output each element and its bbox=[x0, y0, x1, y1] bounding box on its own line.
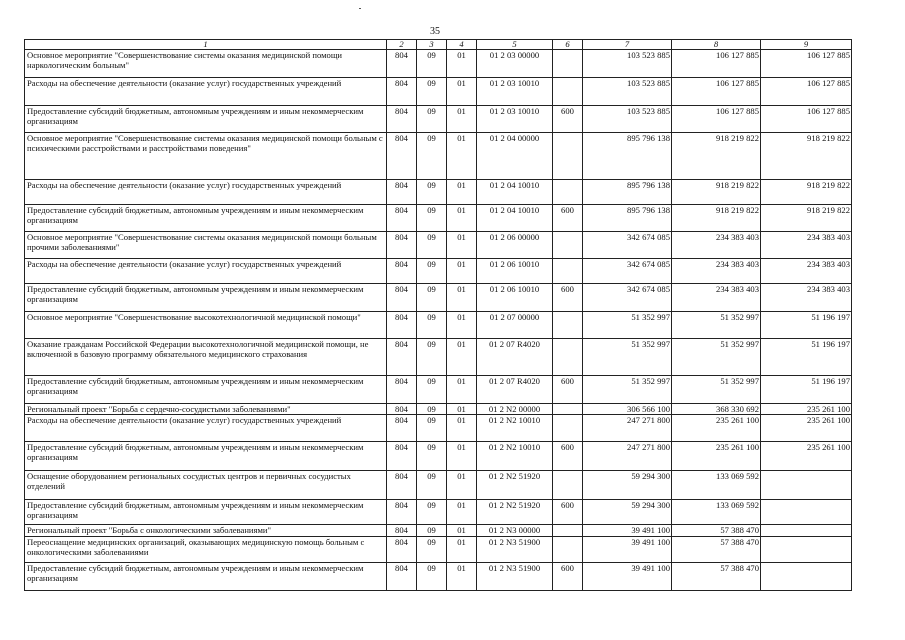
cell-expense-type bbox=[553, 471, 583, 500]
cell-amount-year1: 103 523 885 bbox=[583, 106, 672, 133]
cell-amount-year1: 103 523 885 bbox=[583, 50, 672, 78]
cell-ministry: 804 bbox=[387, 312, 417, 339]
cell-amount-year1: 342 674 085 bbox=[583, 284, 672, 312]
cell-amount-year2: 234 383 403 bbox=[672, 232, 761, 259]
cell-target-article: 01 2 07 R4020 bbox=[477, 376, 553, 404]
cell-section: 09 bbox=[417, 133, 447, 180]
column-header: 1 bbox=[25, 40, 387, 50]
cell-amount-year2: 57 388 470 bbox=[672, 525, 761, 537]
cell-section: 09 bbox=[417, 537, 447, 563]
cell-subsection: 01 bbox=[447, 537, 477, 563]
cell-amount-year3: 234 383 403 bbox=[761, 232, 852, 259]
table-row bbox=[25, 471, 852, 500]
cell-section: 09 bbox=[417, 78, 447, 106]
cell-expense-type bbox=[553, 180, 583, 205]
table-row bbox=[25, 563, 852, 591]
table-row bbox=[25, 312, 852, 339]
cell-amount-year1: 103 523 885 bbox=[583, 78, 672, 106]
cell-amount-year3 bbox=[761, 537, 852, 563]
cell-expense-type bbox=[553, 404, 583, 415]
cell-amount-year2: 51 352 997 bbox=[672, 339, 761, 376]
cell-amount-year3 bbox=[761, 563, 852, 591]
table-row bbox=[25, 525, 852, 537]
cell-amount-year2: 57 388 470 bbox=[672, 537, 761, 563]
cell-ministry: 804 bbox=[387, 525, 417, 537]
cell-name: Основное мероприятие "Совершенствование системы оказания медицинской помощи наркологическим больным" bbox=[25, 50, 387, 78]
cell-ministry: 804 bbox=[387, 78, 417, 106]
cell-amount-year2: 234 383 403 bbox=[672, 284, 761, 312]
cell-section: 09 bbox=[417, 442, 447, 471]
cell-name: Региональный проект "Борьба с онкологическими заболеваниями" bbox=[25, 525, 387, 537]
cell-amount-year2: 57 388 470 bbox=[672, 563, 761, 591]
cell-subsection: 01 bbox=[447, 205, 477, 232]
cell-section: 09 bbox=[417, 415, 447, 442]
cell-amount-year3 bbox=[761, 500, 852, 525]
cell-amount-year3: 235 261 100 bbox=[761, 442, 852, 471]
column-header: 9 bbox=[761, 40, 852, 50]
cell-section: 09 bbox=[417, 312, 447, 339]
cell-target-article: 01 2 07 R4020 bbox=[477, 339, 553, 376]
table-row bbox=[25, 50, 852, 78]
cell-section: 09 bbox=[417, 339, 447, 376]
cell-section: 09 bbox=[417, 259, 447, 284]
cell-target-article: 01 2 03 10010 bbox=[477, 78, 553, 106]
cell-amount-year2: 106 127 885 bbox=[672, 106, 761, 133]
table-row bbox=[25, 133, 852, 180]
cell-amount-year3: 918 219 822 bbox=[761, 133, 852, 180]
cell-expense-type bbox=[553, 50, 583, 78]
cell-amount-year3 bbox=[761, 525, 852, 537]
cell-amount-year1: 39 491 100 bbox=[583, 537, 672, 563]
cell-expense-type: 600 bbox=[553, 442, 583, 471]
cell-subsection: 01 bbox=[447, 50, 477, 78]
cell-amount-year2: 918 219 822 bbox=[672, 180, 761, 205]
cell-amount-year1: 59 294 300 bbox=[583, 500, 672, 525]
cell-ministry: 804 bbox=[387, 500, 417, 525]
cell-section: 09 bbox=[417, 232, 447, 259]
cell-name: Оказание гражданам Российской Федерации высокотехнологичной медицинской помощи, не включенной в базовую программу обязательного медицинского страхования bbox=[25, 339, 387, 376]
cell-name: Расходы на обеспечение деятельности (оказание услуг) государственных учреждений bbox=[25, 180, 387, 205]
cell-amount-year2: 106 127 885 bbox=[672, 78, 761, 106]
cell-target-article: 01 2 04 10010 bbox=[477, 205, 553, 232]
table-row bbox=[25, 205, 852, 232]
cell-subsection: 01 bbox=[447, 232, 477, 259]
cell-amount-year3: 51 196 197 bbox=[761, 339, 852, 376]
cell-amount-year1: 51 352 997 bbox=[583, 339, 672, 376]
cell-subsection: 01 bbox=[447, 180, 477, 205]
cell-name: Предоставление субсидий бюджетным, автономным учреждениям и иным некоммерческим организациям bbox=[25, 500, 387, 525]
cell-section: 09 bbox=[417, 50, 447, 78]
cell-amount-year2: 918 219 822 bbox=[672, 205, 761, 232]
cell-target-article: 01 2 N3 51900 bbox=[477, 563, 553, 591]
cell-section: 09 bbox=[417, 205, 447, 232]
cell-amount-year1: 59 294 300 bbox=[583, 471, 672, 500]
cell-target-article: 01 2 N3 51900 bbox=[477, 537, 553, 563]
cell-subsection: 01 bbox=[447, 339, 477, 376]
cell-expense-type: 600 bbox=[553, 563, 583, 591]
cell-amount-year2: 368 330 692 bbox=[672, 404, 761, 415]
cell-amount-year1: 895 796 138 bbox=[583, 205, 672, 232]
cell-ministry: 804 bbox=[387, 180, 417, 205]
cell-target-article: 01 2 N2 51920 bbox=[477, 471, 553, 500]
cell-amount-year3: 106 127 885 bbox=[761, 50, 852, 78]
cell-ministry: 804 bbox=[387, 442, 417, 471]
cell-ministry: 804 bbox=[387, 376, 417, 404]
table-row bbox=[25, 284, 852, 312]
cell-name: Предоставление субсидий бюджетным, автономным учреждениям и иным некоммерческим организациям bbox=[25, 205, 387, 232]
cell-expense-type bbox=[553, 339, 583, 376]
cell-subsection: 01 bbox=[447, 78, 477, 106]
cell-expense-type bbox=[553, 232, 583, 259]
cell-target-article: 01 2 04 10010 bbox=[477, 180, 553, 205]
cell-ministry: 804 bbox=[387, 106, 417, 133]
cell-name: Предоставление субсидий бюджетным, автономным учреждениям и иным некоммерческим организациям bbox=[25, 563, 387, 591]
column-header: 3 bbox=[417, 40, 447, 50]
cell-amount-year1: 342 674 085 bbox=[583, 232, 672, 259]
cell-subsection: 01 bbox=[447, 563, 477, 591]
cell-name: Основное мероприятие "Совершенствование системы оказания медицинской помощи больным прочими заболеваниями" bbox=[25, 232, 387, 259]
cell-ministry: 804 bbox=[387, 339, 417, 376]
cell-section: 09 bbox=[417, 525, 447, 537]
cell-amount-year3: 51 196 197 bbox=[761, 312, 852, 339]
cell-amount-year3: 918 219 822 bbox=[761, 205, 852, 232]
cell-amount-year2: 133 069 592 bbox=[672, 471, 761, 500]
cell-amount-year1: 39 491 100 bbox=[583, 563, 672, 591]
cell-amount-year2: 235 261 100 bbox=[672, 442, 761, 471]
cell-target-article: 01 2 N2 10010 bbox=[477, 415, 553, 442]
table-row bbox=[25, 339, 852, 376]
scan-speck bbox=[359, 8, 361, 9]
cell-amount-year1: 39 491 100 bbox=[583, 525, 672, 537]
cell-target-article: 01 2 N2 10010 bbox=[477, 442, 553, 471]
table-row bbox=[25, 376, 852, 404]
cell-subsection: 01 bbox=[447, 471, 477, 500]
cell-name: Предоставление субсидий бюджетным, автономным учреждениям и иным некоммерческим организациям bbox=[25, 284, 387, 312]
cell-subsection: 01 bbox=[447, 500, 477, 525]
cell-expense-type bbox=[553, 537, 583, 563]
cell-name: Расходы на обеспечение деятельности (оказание услуг) государственных учреждений bbox=[25, 259, 387, 284]
cell-section: 09 bbox=[417, 376, 447, 404]
cell-amount-year2: 918 219 822 bbox=[672, 133, 761, 180]
cell-name: Предоставление субсидий бюджетным, автономным учреждениям и иным некоммерческим организациям bbox=[25, 106, 387, 133]
cell-section: 09 bbox=[417, 180, 447, 205]
cell-ministry: 804 bbox=[387, 404, 417, 415]
page-number: 35 bbox=[430, 26, 440, 37]
cell-amount-year2: 51 352 997 bbox=[672, 376, 761, 404]
cell-amount-year2: 106 127 885 bbox=[672, 50, 761, 78]
cell-ministry: 804 bbox=[387, 133, 417, 180]
cell-ministry: 804 bbox=[387, 232, 417, 259]
cell-subsection: 01 bbox=[447, 259, 477, 284]
cell-name: Переоснащение медицинских организаций, оказывающих медицинскую помощь больным с онкологическими заболеваниями bbox=[25, 537, 387, 563]
cell-ministry: 804 bbox=[387, 563, 417, 591]
column-header: 6 bbox=[553, 40, 583, 50]
cell-target-article: 01 2 06 10010 bbox=[477, 284, 553, 312]
cell-amount-year3: 106 127 885 bbox=[761, 78, 852, 106]
table-row bbox=[25, 180, 852, 205]
cell-amount-year1: 895 796 138 bbox=[583, 180, 672, 205]
cell-amount-year2: 235 261 100 bbox=[672, 415, 761, 442]
table-row bbox=[25, 106, 852, 133]
cell-expense-type: 600 bbox=[553, 500, 583, 525]
cell-ministry: 804 bbox=[387, 205, 417, 232]
cell-subsection: 01 bbox=[447, 312, 477, 339]
cell-expense-type bbox=[553, 415, 583, 442]
cell-target-article: 01 2 07 00000 bbox=[477, 312, 553, 339]
cell-name: Расходы на обеспечение деятельности (оказание услуг) государственных учреждений bbox=[25, 415, 387, 442]
cell-target-article: 01 2 06 10010 bbox=[477, 259, 553, 284]
cell-section: 09 bbox=[417, 284, 447, 312]
cell-name: Оснащение оборудованием региональных сосудистых центров и первичных сосудистых отделений bbox=[25, 471, 387, 500]
cell-ministry: 804 bbox=[387, 259, 417, 284]
cell-expense-type: 600 bbox=[553, 106, 583, 133]
cell-expense-type: 600 bbox=[553, 376, 583, 404]
cell-amount-year1: 895 796 138 bbox=[583, 133, 672, 180]
cell-ministry: 804 bbox=[387, 284, 417, 312]
cell-amount-year1: 51 352 997 bbox=[583, 376, 672, 404]
cell-expense-type bbox=[553, 312, 583, 339]
cell-amount-year2: 133 069 592 bbox=[672, 500, 761, 525]
column-header: 4 bbox=[447, 40, 477, 50]
cell-amount-year3: 106 127 885 bbox=[761, 106, 852, 133]
cell-subsection: 01 bbox=[447, 284, 477, 312]
cell-amount-year3: 235 261 100 bbox=[761, 404, 852, 415]
cell-subsection: 01 bbox=[447, 404, 477, 415]
table-row bbox=[25, 415, 852, 442]
cell-amount-year1: 51 352 997 bbox=[583, 312, 672, 339]
cell-amount-year3: 234 383 403 bbox=[761, 259, 852, 284]
cell-amount-year1: 342 674 085 bbox=[583, 259, 672, 284]
cell-subsection: 01 bbox=[447, 525, 477, 537]
cell-expense-type: 600 bbox=[553, 205, 583, 232]
cell-amount-year3: 234 383 403 bbox=[761, 284, 852, 312]
cell-ministry: 804 bbox=[387, 415, 417, 442]
cell-target-article: 01 2 N2 00000 bbox=[477, 404, 553, 415]
cell-target-article: 01 2 N3 00000 bbox=[477, 525, 553, 537]
table-row bbox=[25, 232, 852, 259]
cell-amount-year2: 51 352 997 bbox=[672, 312, 761, 339]
cell-section: 09 bbox=[417, 563, 447, 591]
table-row bbox=[25, 78, 852, 106]
table-row bbox=[25, 259, 852, 284]
table-row bbox=[25, 442, 852, 471]
cell-target-article: 01 2 N2 51920 bbox=[477, 500, 553, 525]
cell-subsection: 01 bbox=[447, 442, 477, 471]
table-row bbox=[25, 404, 852, 415]
cell-section: 09 bbox=[417, 404, 447, 415]
cell-name: Основное мероприятие "Совершенствование высокотехнологичной медицинской помощи" bbox=[25, 312, 387, 339]
table-row bbox=[25, 537, 852, 563]
cell-expense-type bbox=[553, 525, 583, 537]
cell-target-article: 01 2 03 00000 bbox=[477, 50, 553, 78]
cell-subsection: 01 bbox=[447, 106, 477, 133]
cell-amount-year3: 918 219 822 bbox=[761, 180, 852, 205]
column-header: 2 bbox=[387, 40, 417, 50]
cell-name: Основное мероприятие "Совершенствование системы оказания медицинской помощи больным с психическими расстройствами и расстройствами поведения" bbox=[25, 133, 387, 180]
column-header: 7 bbox=[583, 40, 672, 50]
column-header: 5 bbox=[477, 40, 553, 50]
cell-name: Предоставление субсидий бюджетным, автономным учреждениям и иным некоммерческим организациям bbox=[25, 442, 387, 471]
cell-amount-year1: 247 271 800 bbox=[583, 442, 672, 471]
cell-section: 09 bbox=[417, 106, 447, 133]
cell-subsection: 01 bbox=[447, 376, 477, 404]
cell-target-article: 01 2 04 00000 bbox=[477, 133, 553, 180]
cell-expense-type: 600 bbox=[553, 284, 583, 312]
cell-amount-year3: 235 261 100 bbox=[761, 415, 852, 442]
cell-expense-type bbox=[553, 78, 583, 106]
table-row bbox=[25, 500, 852, 525]
cell-ministry: 804 bbox=[387, 50, 417, 78]
cell-amount-year2: 234 383 403 bbox=[672, 259, 761, 284]
cell-section: 09 bbox=[417, 500, 447, 525]
cell-target-article: 01 2 06 00000 bbox=[477, 232, 553, 259]
cell-expense-type bbox=[553, 133, 583, 180]
cell-name: Предоставление субсидий бюджетным, автономным учреждениям и иным некоммерческим организациям bbox=[25, 376, 387, 404]
cell-subsection: 01 bbox=[447, 415, 477, 442]
cell-amount-year3: 51 196 197 bbox=[761, 376, 852, 404]
cell-amount-year3 bbox=[761, 471, 852, 500]
cell-subsection: 01 bbox=[447, 133, 477, 180]
budget-table bbox=[24, 39, 852, 591]
cell-expense-type bbox=[553, 259, 583, 284]
cell-section: 09 bbox=[417, 471, 447, 500]
cell-name: Региональный проект "Борьба с сердечно-сосудистыми заболеваниями" bbox=[25, 404, 387, 415]
cell-amount-year1: 247 271 800 bbox=[583, 415, 672, 442]
column-header: 8 bbox=[672, 40, 761, 50]
cell-ministry: 804 bbox=[387, 471, 417, 500]
cell-name: Расходы на обеспечение деятельности (оказание услуг) государственных учреждений bbox=[25, 78, 387, 106]
cell-ministry: 804 bbox=[387, 537, 417, 563]
header-row bbox=[25, 40, 852, 50]
cell-target-article: 01 2 03 10010 bbox=[477, 106, 553, 133]
cell-amount-year1: 306 566 100 bbox=[583, 404, 672, 415]
table-body bbox=[25, 40, 852, 591]
